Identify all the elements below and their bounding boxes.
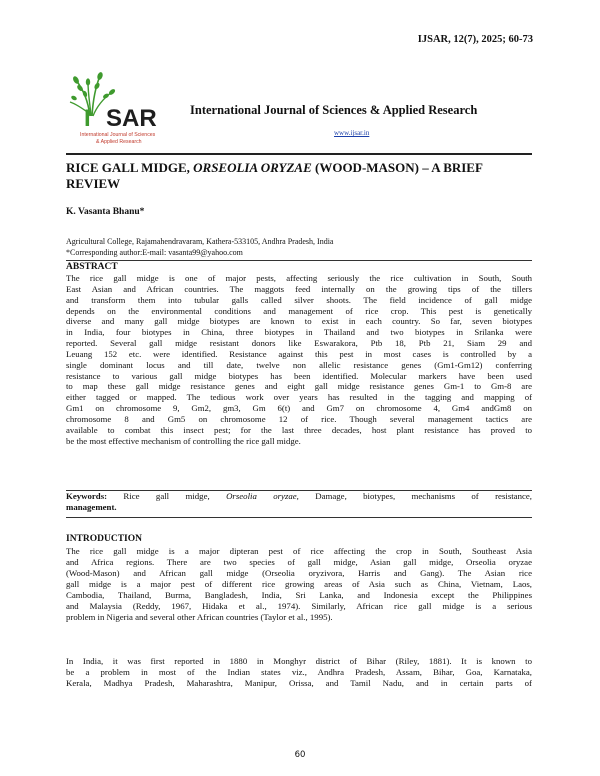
journal-name: International Journal of Sciences & Applied Research: [190, 103, 478, 117]
abstract-line: Gm1 on chromosome 9, Gm2, gm3, Gm 6(t) and Gm7 on chromosome 4, Gm4 andGm8 on: [66, 403, 532, 414]
journal-citation: IJSAR, 12(7), 2025; 60-73: [417, 34, 533, 45]
svg-text:SAR: SAR: [106, 105, 157, 132]
corresponding-author: *Corresponding author:E-mail: vasanta99@yahoo.com: [66, 248, 243, 257]
author-name: K. Vasanta Bhanu*: [66, 207, 145, 217]
keywords-line: [66, 491, 532, 502]
paragraph-line: In India, it was first reported in 1880 in Monghyr district of Bihar (Riley, 1881). It is known to: [66, 656, 532, 666]
abstract-line: be the most effective mechanism of controlling the rice gall midge.: [66, 435, 301, 446]
article-title: [66, 160, 536, 192]
abstract-line: to map these gall midge resistance genes and eight gall midge resistance genes Gm-1 to Gm-8 are: [66, 381, 532, 392]
paragraph-line: Kerala, Madhya Pradesh, Maharashtra, Manipur, Orissa, and Tamil Nadu, and in certain parts of: [66, 678, 532, 688]
introduction-paragraph: [66, 656, 532, 689]
paragraph-line: and Malaysia (Reddy, 1967, Hidaka et al., 1974). Similarly, African rice gall midge is a serious: [66, 601, 532, 611]
abstract-line: either tagged or mapped. The tedious work over years has resulted in the tagging and mapping of: [66, 392, 532, 403]
journal-logo: [66, 66, 186, 148]
abstract-line: East Asian and African countries. The maggots feed internally on the growing tips of the tillers: [66, 283, 532, 294]
abstract-line: chromosome 8 and Gm5 on chromosome 12 of rice. Though several management tactics are: [66, 413, 532, 424]
abstract-line: available to combat this insect pest; for the last three decades, host plant resistance has proved to: [66, 424, 532, 435]
svg-text:International Journal of Scien: International Journal of Sciences: [80, 132, 156, 138]
introduction-paragraph: [66, 546, 532, 623]
svg-text:& Applied Research: & Applied Research: [96, 139, 142, 145]
title-part1: RICE GALL MIDGE,: [66, 160, 194, 175]
abstract-heading: ABSTRACT: [66, 262, 118, 272]
keywords: [66, 491, 532, 513]
keywords-line: [66, 502, 532, 513]
paragraph-line: Cambodia, Thailand, Burma, Bangladesh, India, Sri Lanka, and Indonesia except the Philippines: [66, 590, 532, 600]
abstract-line: in India, four biotypes in China, three biotypes in Thailand and two biotypes in Srilanka were: [66, 327, 532, 338]
journal-url-link[interactable]: www.ijsar.in: [334, 129, 370, 137]
abstract-text: [66, 273, 532, 447]
svg-text:I: I: [84, 105, 91, 132]
abstract-line: The rice gall midge is one of major pests, affecting seriously the rice cultivation in South, South: [66, 273, 532, 283]
abstract-line: single dominant locus and till date, twelve non allelic resistance genes (Gm1-Gm12) conferring: [66, 359, 532, 370]
abstract-top-divider: [66, 260, 532, 261]
title-species: ORSEOLIA ORYZAE: [193, 160, 312, 175]
paragraph-line: and Africa regions. There are two species of gall midge, Asian gall midge, Orseolia oryzae: [66, 557, 532, 567]
affiliation-address: Agricultural College, Rajamahendravaram, Kathera-533105, Andhra Pradesh, India: [66, 237, 334, 246]
author-affiliation: [66, 236, 333, 258]
abstract-line: and transform them into tubular galls called silver shoots. The field incidence of gall midge: [66, 294, 532, 305]
paragraph-line: problem in Nigeria and several other African countries (Taylor et al., 1995).: [66, 612, 333, 622]
abstract-line: resistance to various gall midge biotypes has been identified. Molecular markers have been used: [66, 370, 532, 381]
paragraph-line: (Wood-Mason) and African gall midge (Orseolia oryzivora, Harris and Gang). The Asian rice: [66, 568, 532, 578]
keywords-text: management.: [66, 502, 117, 512]
page-number: 60: [294, 750, 306, 760]
keywords-text: Damage, biotypes, mechanisms of resistance,: [298, 491, 532, 501]
paragraph-line: gall midge is a major pest of different rice growing areas of Asia such as China, Vietnam, Laos,: [66, 579, 532, 589]
paragraph-line: be a problem in most of the Indian states viz., Andhra Pradesh, Assam, Bihar, Goa, Karnataka,: [66, 667, 532, 677]
keywords-species: Orseolia oryzae,: [226, 491, 299, 501]
abstract-line: reported. Several gall midge resistant donors like Eswarakora, Ptb 18, Ptb 21, Siam 29 and: [66, 338, 532, 349]
abstract-line: depends on the environmental conditions and management of rice crop. This pest is genetically: [66, 305, 532, 316]
paragraph-line: The rice gall midge is a major dipteran pest of rice affecting the crop in South, Southeast Asia: [66, 546, 532, 556]
abstract-line: diverse and many gall midge biotypes are known to exist in each country. So far, seven biotypes: [66, 316, 532, 327]
abstract-line: Leuang 152 etc. were identified. Resistance against this pest in most cases is controlled by a: [66, 348, 532, 359]
title-part2: (WOOD-MASON) – A BRIEF REVIEW: [66, 160, 483, 191]
rice-plant-logo-icon: [66, 66, 186, 148]
header-divider: [66, 153, 532, 155]
introduction-heading: INTRODUCTION: [66, 534, 143, 544]
keywords-bottom-divider: [66, 517, 532, 518]
keywords-text: Rice gall midge,: [107, 491, 227, 501]
keywords-label: Keywords:: [66, 491, 108, 501]
